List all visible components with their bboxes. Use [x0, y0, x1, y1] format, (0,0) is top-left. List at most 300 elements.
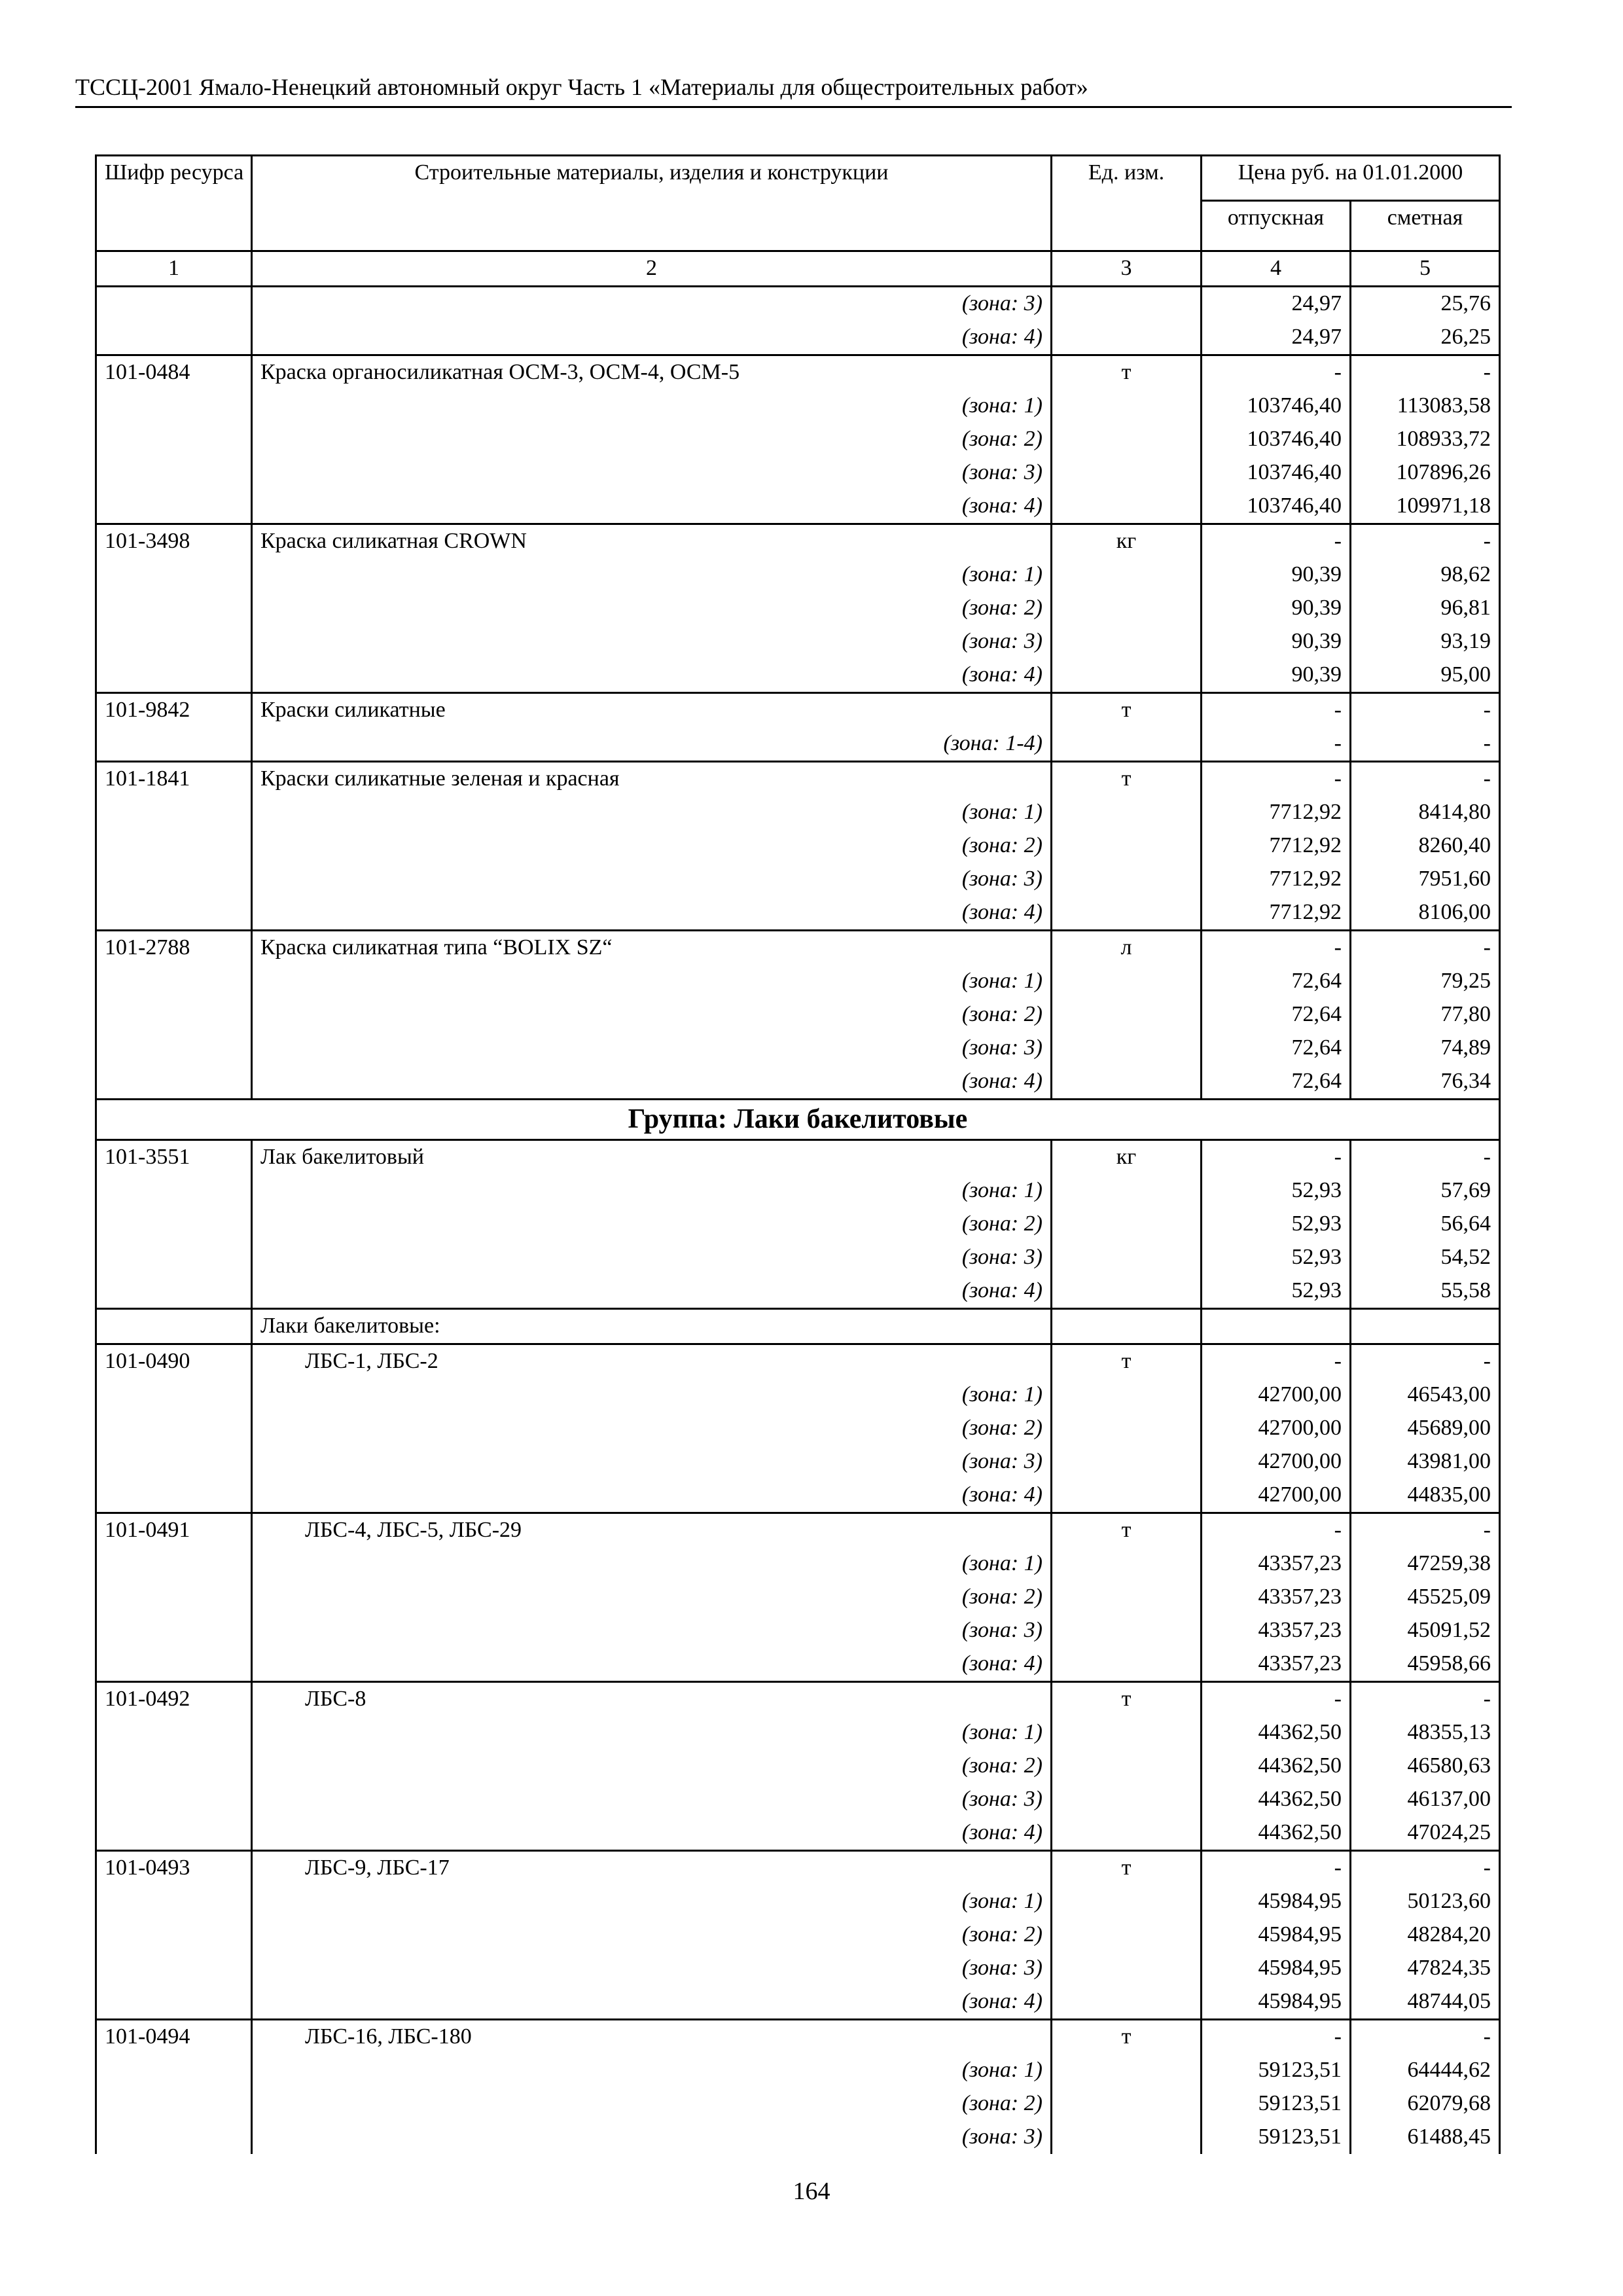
resource-code: [96, 2087, 252, 2121]
zone-label: (зона: 4): [252, 658, 1052, 693]
zone-label: (зона: 4): [252, 1065, 1052, 1100]
estimate-price: 50123,60: [1351, 1885, 1500, 1918]
unit: [1052, 1274, 1202, 1309]
zone-row: [96, 389, 1500, 423]
release-price: 90,39: [1202, 592, 1351, 625]
zone-label: (зона: 2): [252, 829, 1052, 863]
material-row: [96, 1851, 1500, 1886]
resource-code: [96, 592, 252, 625]
zone-label: (зона: 1): [252, 389, 1052, 423]
unit: [1052, 558, 1202, 592]
zone-label: (зона: 1): [252, 1378, 1052, 1412]
release-price: 24,97: [1202, 287, 1351, 321]
zone-label: (зона: 2): [252, 423, 1052, 456]
unit: [1052, 490, 1202, 524]
estimate-price: 8414,80: [1351, 796, 1500, 829]
release-price: 52,93: [1202, 1274, 1351, 1309]
resource-code: [96, 1918, 252, 1952]
estimate-price: -: [1351, 355, 1500, 390]
resource-code: [96, 829, 252, 863]
estimate-price: 57,69: [1351, 1174, 1500, 1208]
zone-row: [96, 1985, 1500, 2020]
zone-row: [96, 1208, 1500, 1241]
estimate-price: 108933,72: [1351, 423, 1500, 456]
zone-label: (зона: 4): [252, 321, 1052, 355]
release-price: 7712,92: [1202, 829, 1351, 863]
release-price: 90,39: [1202, 558, 1351, 592]
zone-label: (зона: 2): [252, 592, 1052, 625]
resource-code: 101-0491: [96, 1513, 252, 1548]
release-price: -: [1202, 1513, 1351, 1548]
estimate-price: 77,80: [1351, 998, 1500, 1031]
resource-code: [96, 1065, 252, 1100]
column-header-code: Шифр ресурса: [96, 156, 252, 251]
zone-label: (зона: 1): [252, 2054, 1052, 2087]
column-number: 1: [96, 251, 252, 287]
zone-label: (зона: 1): [252, 558, 1052, 592]
zone-label: (зона: 3): [252, 2121, 1052, 2154]
material-name: ЛБС-1, ЛБС-2: [252, 1344, 1052, 1379]
resource-code: 101-3498: [96, 524, 252, 559]
column-header-estimate-price: сметная: [1351, 201, 1500, 251]
estimate-price: 48744,05: [1351, 1985, 1500, 2020]
group-heading: Группа: Лаки бакелитовые: [96, 1100, 1500, 1140]
resource-code: [96, 456, 252, 490]
column-header-name: Строительные материалы, изделия и конструкции: [252, 156, 1052, 251]
material-name: Краска органосиликатная ОСМ-3, ОСМ-4, ОСМ-5: [252, 355, 1052, 390]
release-price: -: [1202, 762, 1351, 797]
zone-label: (зона: 3): [252, 1614, 1052, 1647]
zone-row: [96, 2054, 1500, 2087]
estimate-price: 93,19: [1351, 625, 1500, 658]
resource-code: 101-3551: [96, 1140, 252, 1175]
column-number: 4: [1202, 251, 1351, 287]
zone-label: (зона: 1): [252, 965, 1052, 998]
zone-row: [96, 896, 1500, 931]
zone-label: (зона: 3): [252, 1241, 1052, 1274]
resource-code: [96, 1208, 252, 1241]
release-price: 43357,23: [1202, 1547, 1351, 1581]
column-header-release-price: отпускная: [1202, 201, 1351, 251]
material-name: Краска силикатная CROWN: [252, 524, 1052, 559]
unit: [1052, 287, 1202, 321]
zone-label: (зона: 4): [252, 1647, 1052, 1682]
estimate-price: 56,64: [1351, 1208, 1500, 1241]
resource-code: [96, 1885, 252, 1918]
release-price: 43357,23: [1202, 1581, 1351, 1614]
unit: [1052, 1547, 1202, 1581]
resource-code: [96, 1647, 252, 1682]
unit: [1052, 1614, 1202, 1647]
zone-row: [96, 1885, 1500, 1918]
estimate-price: 64444,62: [1351, 2054, 1500, 2087]
estimate-price: 48284,20: [1351, 1918, 1500, 1952]
resource-code: 101-0490: [96, 1344, 252, 1379]
unit: [1052, 1581, 1202, 1614]
resource-code: 101-9842: [96, 693, 252, 728]
unit: [1052, 1749, 1202, 1783]
resource-code: [96, 1749, 252, 1783]
resource-code: [96, 1547, 252, 1581]
zone-label: (зона: 4): [252, 1274, 1052, 1309]
release-price: 7712,92: [1202, 896, 1351, 931]
release-price: 103746,40: [1202, 490, 1351, 524]
resource-code: [96, 423, 252, 456]
resource-code: [96, 1479, 252, 1513]
estimate-price: -: [1351, 727, 1500, 762]
release-price: -: [1202, 355, 1351, 390]
estimate-price: -: [1351, 693, 1500, 728]
estimate-price: [1351, 1309, 1500, 1344]
unit: т: [1052, 762, 1202, 797]
material-row: [96, 762, 1500, 797]
resource-code: [96, 490, 252, 524]
resource-code: 101-0492: [96, 1682, 252, 1717]
zone-row: [96, 1647, 1500, 1682]
zone-row: [96, 1412, 1500, 1445]
material-row: [96, 1140, 1500, 1175]
group-heading-row: [96, 1100, 1500, 1140]
resource-code: [96, 965, 252, 998]
unit: [1052, 1647, 1202, 1682]
zone-row: [96, 1031, 1500, 1065]
unit: [1052, 896, 1202, 931]
release-price: 90,39: [1202, 625, 1351, 658]
resource-code: [96, 287, 252, 321]
zone-row: [96, 423, 1500, 456]
estimate-price: 45958,66: [1351, 1647, 1500, 1682]
release-price: 72,64: [1202, 998, 1351, 1031]
release-price: 7712,92: [1202, 863, 1351, 896]
zone-label: (зона: 3): [252, 1952, 1052, 1985]
resource-code: [96, 1031, 252, 1065]
estimate-price: 45689,00: [1351, 1412, 1500, 1445]
resource-code: [96, 1378, 252, 1412]
release-price: -: [1202, 1851, 1351, 1886]
zone-label: (зона: 3): [252, 1031, 1052, 1065]
estimate-price: 48355,13: [1351, 1716, 1500, 1749]
zone-row: [96, 456, 1500, 490]
release-price: -: [1202, 1344, 1351, 1379]
resource-code: [96, 796, 252, 829]
resource-code: [96, 625, 252, 658]
material-name: Лак бакелитовый: [252, 1140, 1052, 1175]
zone-row: [96, 1274, 1500, 1309]
zone-label: (зона: 1): [252, 796, 1052, 829]
unit: [1052, 1918, 1202, 1952]
unit: кг: [1052, 524, 1202, 559]
zone-label: (зона: 3): [252, 456, 1052, 490]
release-price: [1202, 1309, 1351, 1344]
material-row: [96, 1513, 1500, 1548]
estimate-price: 55,58: [1351, 1274, 1500, 1309]
unit: [1052, 456, 1202, 490]
unit: [1052, 1985, 1202, 2020]
unit: [1052, 321, 1202, 355]
estimate-price: 43981,00: [1351, 1445, 1500, 1479]
zone-label: (зона: 2): [252, 998, 1052, 1031]
resource-code: [96, 1412, 252, 1445]
zone-label: (зона: 4): [252, 490, 1052, 524]
material-row: [96, 1682, 1500, 1717]
zone-row: [96, 1749, 1500, 1783]
estimate-price: 47259,38: [1351, 1547, 1500, 1581]
estimate-price: -: [1351, 931, 1500, 965]
resource-code: [96, 1716, 252, 1749]
zone-row: [96, 592, 1500, 625]
page-number: 164: [793, 2178, 830, 2205]
zone-row: [96, 1378, 1500, 1412]
zone-row: [96, 1479, 1500, 1513]
zone-row: [96, 2121, 1500, 2154]
column-header-unit: Ед. изм.: [1052, 156, 1202, 251]
release-price: -: [1202, 1682, 1351, 1717]
zone-label: (зона: 1): [252, 1547, 1052, 1581]
material-name: ЛБС-8: [252, 1682, 1052, 1717]
zone-row: [96, 2087, 1500, 2121]
material-name: ЛБС-16, ЛБС-180: [252, 2020, 1052, 2054]
unit: [1052, 658, 1202, 693]
zone-row: [96, 863, 1500, 896]
estimate-price: 25,76: [1351, 287, 1500, 321]
material-name: Краска силикатная типа “BOLIX SZ“: [252, 931, 1052, 965]
estimate-price: 76,34: [1351, 1065, 1500, 1100]
release-price: -: [1202, 524, 1351, 559]
zone-row: [96, 1174, 1500, 1208]
resource-code: [96, 1581, 252, 1614]
material-row: [96, 1344, 1500, 1379]
estimate-price: 46543,00: [1351, 1378, 1500, 1412]
material-name: ЛБС-4, ЛБС-5, ЛБС-29: [252, 1513, 1052, 1548]
release-price: 43357,23: [1202, 1647, 1351, 1682]
resource-code: [96, 2121, 252, 2154]
zone-label: (зона: 3): [252, 863, 1052, 896]
estimate-price: 45525,09: [1351, 1581, 1500, 1614]
release-price: 103746,40: [1202, 456, 1351, 490]
zone-row: [96, 1581, 1500, 1614]
price-table: [95, 154, 1501, 2154]
release-price: 44362,50: [1202, 1716, 1351, 1749]
release-price: 44362,50: [1202, 1783, 1351, 1816]
unit: т: [1052, 1851, 1202, 1886]
release-price: 72,64: [1202, 965, 1351, 998]
release-price: 45984,95: [1202, 1885, 1351, 1918]
release-price: 7712,92: [1202, 796, 1351, 829]
unit: [1052, 1031, 1202, 1065]
zone-row: [96, 1547, 1500, 1581]
zone-label: (зона: 4): [252, 896, 1052, 931]
zone-row: [96, 1716, 1500, 1749]
estimate-price: -: [1351, 1851, 1500, 1886]
release-price: 45984,95: [1202, 1918, 1351, 1952]
resource-code: [96, 1985, 252, 2020]
running-header: ТССЦ-2001 Ямало-Ненецкий автономный округ Часть 1 «Материалы для общестроительных работ»: [75, 73, 1512, 108]
zone-label: (зона: 4): [252, 1985, 1052, 2020]
column-header-price: Цена руб. на 01.01.2000: [1202, 156, 1500, 201]
release-price: 59123,51: [1202, 2121, 1351, 2154]
unit: [1052, 1309, 1202, 1344]
release-price: 52,93: [1202, 1241, 1351, 1274]
release-price: 42700,00: [1202, 1412, 1351, 1445]
zone-label: (зона: 3): [252, 287, 1052, 321]
resource-code: [96, 2054, 252, 2087]
zone-row: [96, 287, 1500, 321]
table-header-row: [96, 156, 1500, 201]
material-name: Краски силикатные зеленая и красная: [252, 762, 1052, 797]
unit: т: [1052, 355, 1202, 390]
estimate-price: 26,25: [1351, 321, 1500, 355]
zone-row: [96, 1614, 1500, 1647]
zone-row: [96, 1952, 1500, 1985]
release-price: 72,64: [1202, 1031, 1351, 1065]
unit: [1052, 1952, 1202, 1985]
column-number-row: [96, 251, 1500, 287]
estimate-price: 8260,40: [1351, 829, 1500, 863]
estimate-price: -: [1351, 1682, 1500, 1717]
unit: [1052, 1208, 1202, 1241]
release-price: 52,93: [1202, 1208, 1351, 1241]
zone-row: [96, 998, 1500, 1031]
unit: [1052, 863, 1202, 896]
release-price: 90,39: [1202, 658, 1351, 693]
release-price: 44362,50: [1202, 1749, 1351, 1783]
estimate-price: -: [1351, 1344, 1500, 1379]
release-price: 45984,95: [1202, 1985, 1351, 2020]
release-price: -: [1202, 2020, 1351, 2054]
zone-row: [96, 490, 1500, 524]
resource-code: [96, 727, 252, 762]
material-row: [96, 693, 1500, 728]
estimate-price: -: [1351, 524, 1500, 559]
zone-row: [96, 1918, 1500, 1952]
zone-label: (зона: 1): [252, 1174, 1052, 1208]
release-price: -: [1202, 693, 1351, 728]
unit: [1052, 1241, 1202, 1274]
zone-row: [96, 321, 1500, 355]
zone-row: [96, 727, 1500, 762]
resource-code: [96, 863, 252, 896]
release-price: -: [1202, 931, 1351, 965]
unit: т: [1052, 2020, 1202, 2054]
unit: [1052, 389, 1202, 423]
material-row: [96, 931, 1500, 965]
resource-code: [96, 896, 252, 931]
unit: [1052, 1378, 1202, 1412]
estimate-price: 46580,63: [1351, 1749, 1500, 1783]
unit: [1052, 829, 1202, 863]
zone-row: [96, 1783, 1500, 1816]
resource-code: 101-0493: [96, 1851, 252, 1886]
resource-code: [96, 998, 252, 1031]
release-price: 42700,00: [1202, 1378, 1351, 1412]
zone-row: [96, 1445, 1500, 1479]
material-row: [96, 355, 1500, 390]
unit: [1052, 1816, 1202, 1851]
release-price: 24,97: [1202, 321, 1351, 355]
zone-row: [96, 625, 1500, 658]
zone-label: (зона: 3): [252, 1783, 1052, 1816]
unit: [1052, 965, 1202, 998]
resource-code: [96, 1816, 252, 1851]
zone-row: [96, 1241, 1500, 1274]
unit: кг: [1052, 1140, 1202, 1175]
zone-label: (зона: 2): [252, 2087, 1052, 2121]
zone-row: [96, 1065, 1500, 1100]
unit: [1052, 1445, 1202, 1479]
subheading-label: Лаки бакелитовые:: [252, 1309, 1052, 1344]
release-price: 52,93: [1202, 1174, 1351, 1208]
unit: л: [1052, 931, 1202, 965]
zone-label: (зона: 2): [252, 1412, 1052, 1445]
unit: [1052, 423, 1202, 456]
zone-label: (зона: 1-4): [252, 727, 1052, 762]
estimate-price: 95,00: [1351, 658, 1500, 693]
material-name: Краски силикатные: [252, 693, 1052, 728]
estimate-price: 107896,26: [1351, 456, 1500, 490]
unit: [1052, 592, 1202, 625]
estimate-price: 8106,00: [1351, 896, 1500, 931]
unit: т: [1052, 1682, 1202, 1717]
zone-row: [96, 558, 1500, 592]
resource-code: [96, 1309, 252, 1344]
material-name: ЛБС-9, ЛБС-17: [252, 1851, 1052, 1886]
estimate-price: 79,25: [1351, 965, 1500, 998]
zone-label: (зона: 2): [252, 1581, 1052, 1614]
unit: [1052, 2121, 1202, 2154]
unit: т: [1052, 1344, 1202, 1379]
release-price: 42700,00: [1202, 1445, 1351, 1479]
resource-code: [96, 1445, 252, 1479]
release-price: 59123,51: [1202, 2087, 1351, 2121]
estimate-price: 46137,00: [1351, 1783, 1500, 1816]
estimate-price: 96,81: [1351, 592, 1500, 625]
column-number: 5: [1351, 251, 1500, 287]
unit: [1052, 1479, 1202, 1513]
release-price: 103746,40: [1202, 423, 1351, 456]
estimate-price: 7951,60: [1351, 863, 1500, 896]
zone-label: (зона: 4): [252, 1479, 1052, 1513]
estimate-price: -: [1351, 762, 1500, 797]
unit: [1052, 1885, 1202, 1918]
unit: [1052, 1065, 1202, 1100]
subheading-row: [96, 1309, 1500, 1344]
zone-label: (зона: 2): [252, 1208, 1052, 1241]
estimate-price: -: [1351, 2020, 1500, 2054]
resource-code: 101-2788: [96, 931, 252, 965]
resource-code: [96, 321, 252, 355]
resource-code: [96, 1274, 252, 1309]
unit: т: [1052, 693, 1202, 728]
column-number: 3: [1052, 251, 1202, 287]
resource-code: [96, 389, 252, 423]
unit: [1052, 796, 1202, 829]
unit: [1052, 2054, 1202, 2087]
zone-row: [96, 965, 1500, 998]
unit: т: [1052, 1513, 1202, 1548]
column-number: 2: [252, 251, 1052, 287]
estimate-price: 45091,52: [1351, 1614, 1500, 1647]
resource-code: [96, 1174, 252, 1208]
estimate-price: 74,89: [1351, 1031, 1500, 1065]
estimate-price: 47024,25: [1351, 1816, 1500, 1851]
zone-label: (зона: 3): [252, 625, 1052, 658]
unit: [1052, 1412, 1202, 1445]
zone-label: (зона: 4): [252, 1816, 1052, 1851]
estimate-price: 109971,18: [1351, 490, 1500, 524]
zone-row: [96, 796, 1500, 829]
release-price: 103746,40: [1202, 389, 1351, 423]
release-price: 45984,95: [1202, 1952, 1351, 1985]
